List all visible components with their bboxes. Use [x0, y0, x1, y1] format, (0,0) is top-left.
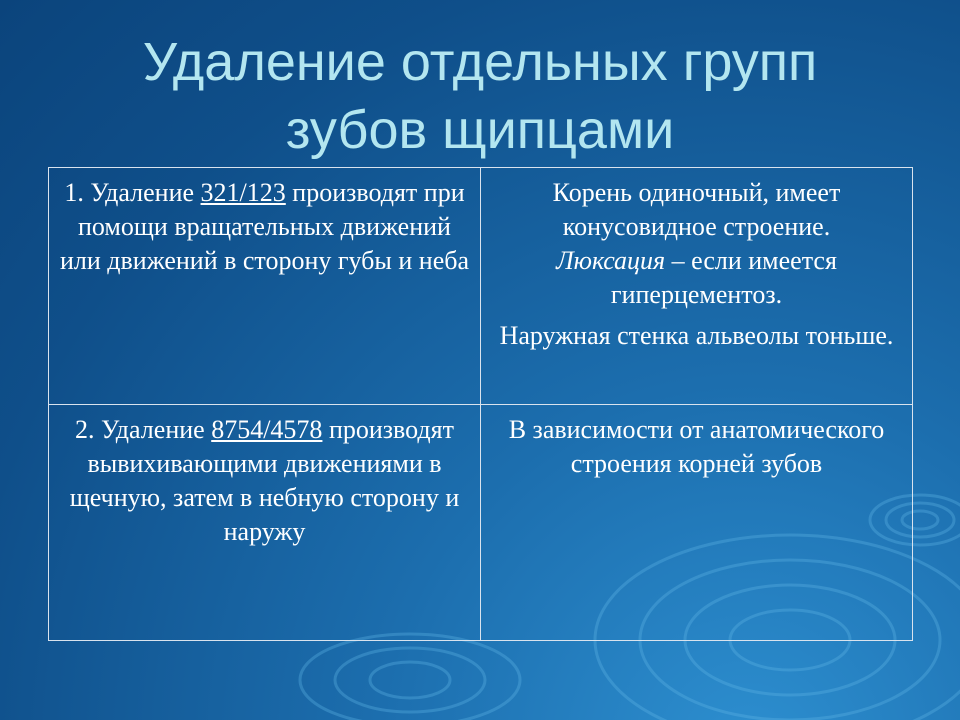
teeth-formula: 8754/4578	[211, 415, 323, 444]
table-cell-note-1	[481, 168, 913, 405]
teeth-formula: 321/123	[200, 178, 286, 207]
slide-title	[0, 28, 960, 164]
title-line-2: зубов щипцами	[285, 100, 675, 160]
cell-text: производят при помощи вращательных движений или движений в сторону губы и неба	[59, 178, 470, 275]
cell-paragraph: В зависимости от анатомического строения корней зубов	[508, 415, 885, 478]
extraction-table	[48, 167, 913, 641]
table-row	[49, 168, 913, 405]
cell-prefix: 1. Удаление	[64, 178, 201, 207]
luxation-term: Люксация	[556, 246, 666, 275]
cell-text: производят вывихивающими движениями в щечную, затем в небную сторону и наружу	[69, 415, 460, 546]
title-line-1: Удаление отдельных групп	[142, 32, 818, 92]
cell-text: – если имеется гиперцементоз.	[610, 246, 837, 309]
table-cell-method-2	[49, 405, 481, 641]
table-row	[49, 405, 913, 641]
cell-prefix: 2. Удаление	[75, 415, 212, 444]
table-cell-note-2	[481, 405, 913, 641]
table-cell-method-1	[49, 168, 481, 405]
cell-paragraph: Корень одиночный, имеет конусовидное строение.	[552, 178, 841, 241]
cell-paragraph: Наружная стенка альвеолы тоньше.	[499, 321, 894, 350]
